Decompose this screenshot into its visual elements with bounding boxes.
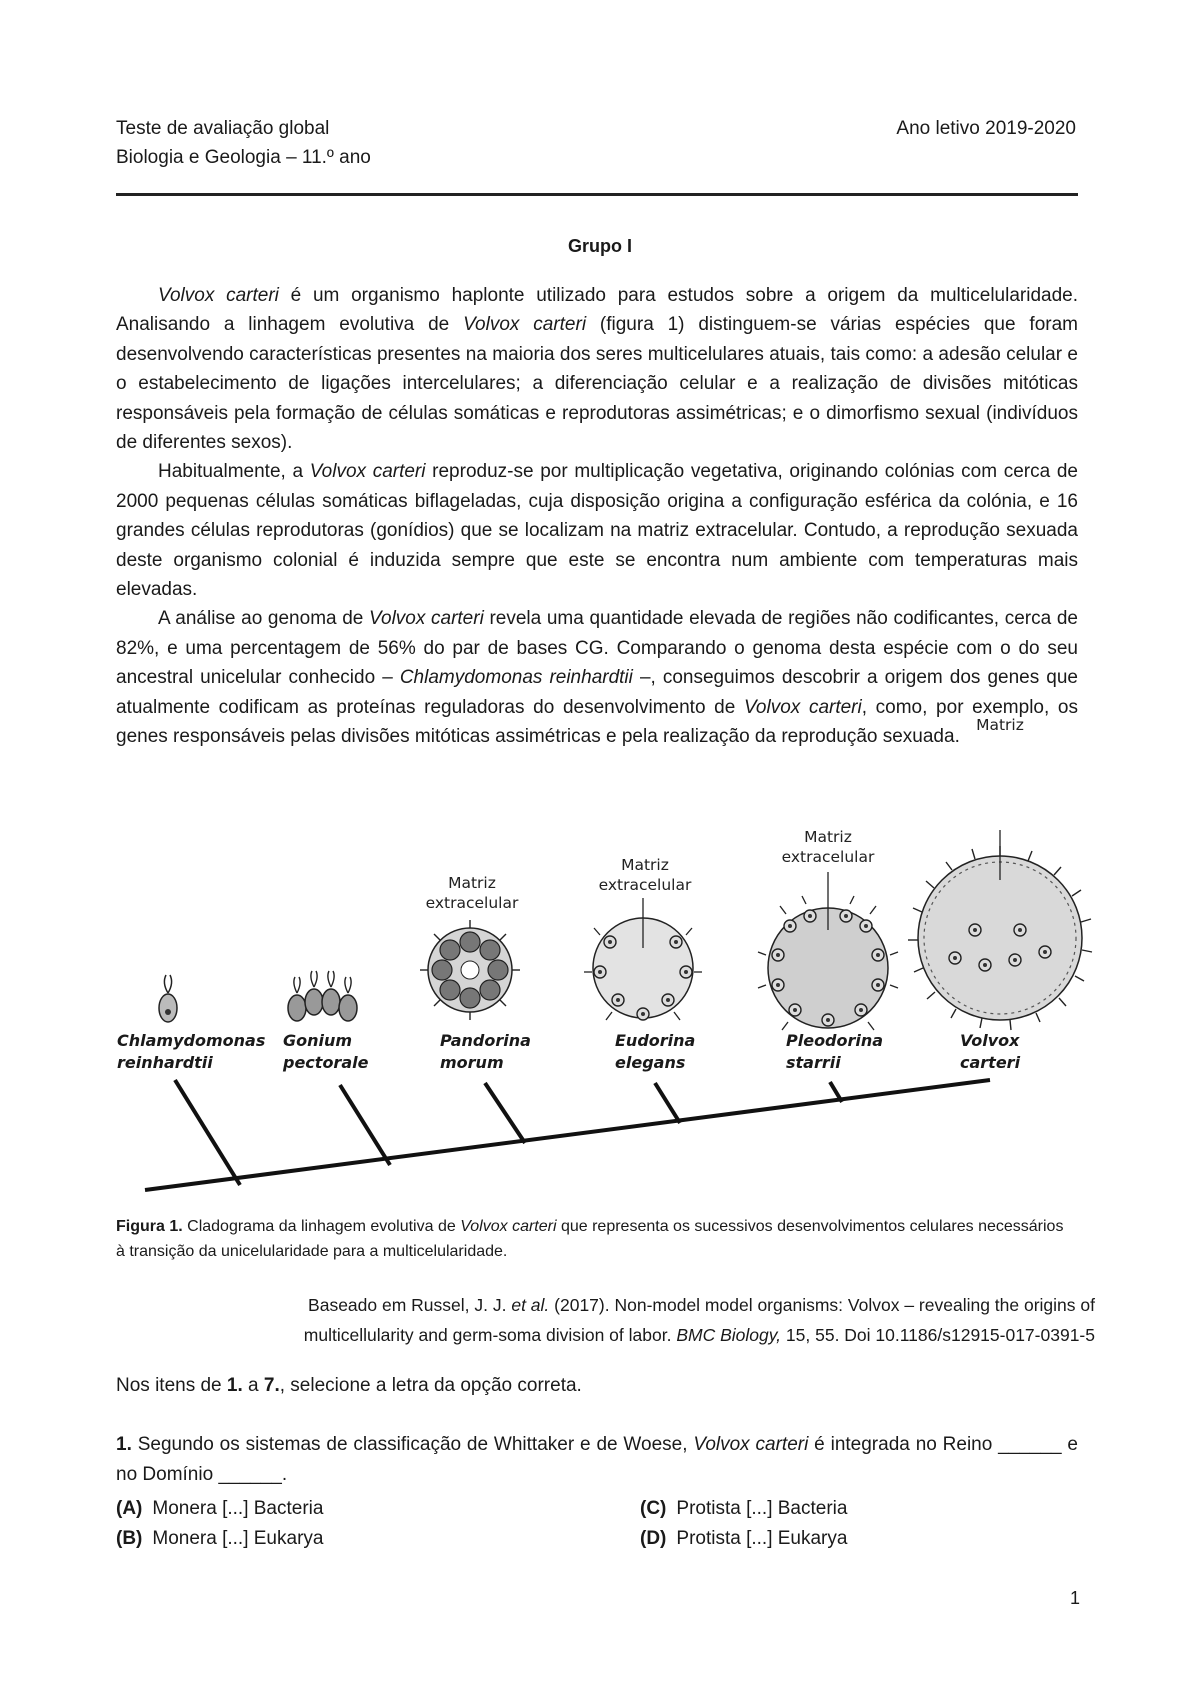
species-label-volvox [960, 1031, 1021, 1072]
species-label-line2: elegans [615, 1053, 686, 1072]
pleodorina-illustration [758, 828, 898, 1030]
intro-text [116, 281, 1078, 752]
species-name: Volvox carteri [460, 1218, 557, 1235]
text-italic: et al. [511, 1295, 550, 1315]
text-span: A análise ao genoma de [158, 608, 370, 630]
text-span: Baseado em Russel, J. J. [308, 1295, 512, 1315]
source-line-1 [175, 1290, 1095, 1320]
matrix-label-line1: Matriz [804, 828, 852, 846]
species-label-line1: Pleodorina [786, 1031, 884, 1050]
chlamydomonas-illustration [159, 975, 177, 1022]
species-label-line1: Volvox [960, 1031, 1020, 1050]
option-d[interactable] [640, 1528, 847, 1550]
species-label-line1: Chlamydomonas [117, 1031, 266, 1050]
species-label-line1: Pandorina [440, 1031, 531, 1050]
paragraph-2 [116, 457, 1078, 604]
species-name: Volvox carteri [369, 608, 484, 630]
text-italic: BMC Biology, [676, 1325, 782, 1345]
header-divider [116, 193, 1078, 196]
species-label-line2: reinhardtii [117, 1053, 213, 1072]
text-span: que representa os sucessivos desenvolvimentos celulares necessários à transição da unicelularidade para a multicelularidade. [116, 1218, 1064, 1260]
species-label-gonium [282, 1031, 369, 1072]
pandorina-illustration [420, 874, 520, 1020]
text-span: (figura 1) distinguem-se várias espécies que foram desenvolvendo características presentes na maioria dos seres multicelulares atuais, tais como: a adesão celular e o estabelecimento de ligações intercelulares; a diferenciação celular e a realização de divisões mitóticas responsáveis pela formação de células somáticas e reprodutoras assimétricas; e o dimorfismo sexual (indivíduos de diferentes sexos). [116, 314, 1078, 454]
species-label-pleodorina [786, 1031, 883, 1072]
species-name: Volvox carteri [693, 1434, 809, 1455]
species-label-line1: Gonium [283, 1031, 353, 1050]
instructions [116, 1375, 582, 1397]
matrix-label-line1: Matriz [621, 856, 669, 874]
test-title: Teste de avaliação global [116, 118, 330, 139]
text-span: Segundo os sistemas de classificação de Whittaker e de Woese, [131, 1434, 694, 1455]
species-name: Volvox carteri [743, 696, 862, 718]
option-text: Protista [...] Eukarya [676, 1528, 848, 1549]
text-span: , como, por exemplo, os genes responsáveis pelas divisões mitóticas assimétricas e pela realização da reprodução sexuada. [116, 696, 1078, 748]
text-bold: 1. [226, 1375, 243, 1396]
text-span: a [242, 1375, 264, 1396]
text-bold: 7. [263, 1375, 280, 1396]
gonium-illustration [288, 971, 357, 1021]
option-letter: (C) [640, 1498, 667, 1519]
option-letter: (B) [116, 1528, 143, 1549]
species-label-line2: starrii [786, 1053, 841, 1072]
source-reference [175, 1290, 1095, 1350]
eudorina-illustration [584, 856, 702, 1020]
branch-chlamydomonas [175, 1080, 240, 1185]
source-line-2 [175, 1320, 1095, 1350]
volvox-illustration [908, 716, 1092, 1030]
text-span: Nos itens de [116, 1375, 227, 1396]
branch-gonium [340, 1085, 390, 1165]
option-text: Protista [...] Bacteria [676, 1498, 848, 1519]
figure-caption [116, 1214, 1076, 1264]
text-span: , selecione a letra da opção correta. [279, 1375, 582, 1396]
cladogram-axis [145, 1080, 990, 1190]
question-number: 1. [116, 1434, 132, 1455]
text-span: Cladograma da linhagem evolutiva de [182, 1218, 461, 1235]
species-label-line2: pectorale [283, 1053, 369, 1072]
species-label-line1: Eudorina [615, 1031, 696, 1050]
text-span: –, conseguimos descobrir a origem dos genes que atualmente codificam as proteínas reguladoras do desenvolvimento de [116, 667, 1078, 718]
paragraph-1 [116, 281, 1078, 457]
matrix-label-line2: extracelular [598, 876, 692, 894]
branch-pandorina [485, 1083, 525, 1143]
species-label-pandorina [440, 1031, 531, 1072]
species-name: Volvox carteri [309, 461, 426, 483]
paragraph-3 [116, 604, 1078, 751]
text-span: é integrada no Reino ______ e no Domínio ______. [116, 1434, 1078, 1485]
option-c[interactable] [640, 1498, 847, 1520]
species-name: Volvox carteri [158, 285, 279, 306]
text-span: reproduz-se por multiplicação vegetativa, originando colónias com cerca de 2000 pequenas células somáticas biflageladas, cuja disposição origina a configuração esférica da colónia, e 16 grandes células reprodutoras (gonídios) que se localizam na matriz extracelular. Contudo, a reprodução sexuada deste organismo colonial é induzida sempre que este se encontra num ambiente com temperaturas mais elevadas. [116, 461, 1078, 601]
option-text: Monera [...] Bacteria [152, 1498, 324, 1519]
matrix-label-line1: Matriz [976, 716, 1024, 734]
question-1 [116, 1430, 1078, 1490]
species-label-line2: carteri [960, 1053, 1021, 1072]
species-name: Volvox carteri [463, 314, 587, 336]
text-span: (2017). Non-model model organisms: Volvox – revealing the origins of [549, 1295, 1095, 1315]
subject-line: Biologia e Geologia – 11.º ano [116, 147, 371, 168]
matrix-label-line2: extracelular [781, 848, 875, 866]
option-a[interactable] [116, 1498, 323, 1520]
option-letter: (A) [116, 1498, 143, 1519]
matrix-label-line2: extracelular [425, 894, 519, 912]
branch-eudorina [655, 1083, 680, 1123]
option-letter: (D) [640, 1528, 667, 1549]
caption-label: Figura 1. [116, 1218, 183, 1235]
option-text: Monera [...] Eukarya [152, 1528, 324, 1549]
group-title: Grupo I [568, 236, 632, 256]
species-name: Chlamydomonas reinhardtii [399, 667, 633, 689]
page-number: 1 [1069, 1588, 1080, 1608]
text-span: é um organismo haplonte utilizado para estudos sobre a origem da multicelularidade. Analisando a linhagem evolutiva de [116, 285, 1078, 336]
text-span: revela uma quantidade elevada de regiões não codificantes, cerca de 82%, e uma percentagem de 56% do par de bases CG. Comparando o genoma desta espécie com o do seu ancestral unicelular conhecido – [116, 608, 1078, 689]
text-span: 15, 55. Doi 10.1186/s12915-017-0391-5 [781, 1325, 1095, 1345]
matrix-label-line1: Matriz [448, 874, 496, 892]
text-span: Habitualmente, a [158, 461, 310, 483]
species-label-eudorina [615, 1031, 695, 1072]
text-span: multicellularity and germ-soma division of labor. [303, 1325, 677, 1345]
species-label-chlamydomonas [117, 1031, 265, 1072]
school-year: Ano letivo 2019-2020 [896, 118, 1076, 139]
species-label-line2: morum [440, 1053, 504, 1072]
option-b[interactable] [116, 1528, 323, 1550]
